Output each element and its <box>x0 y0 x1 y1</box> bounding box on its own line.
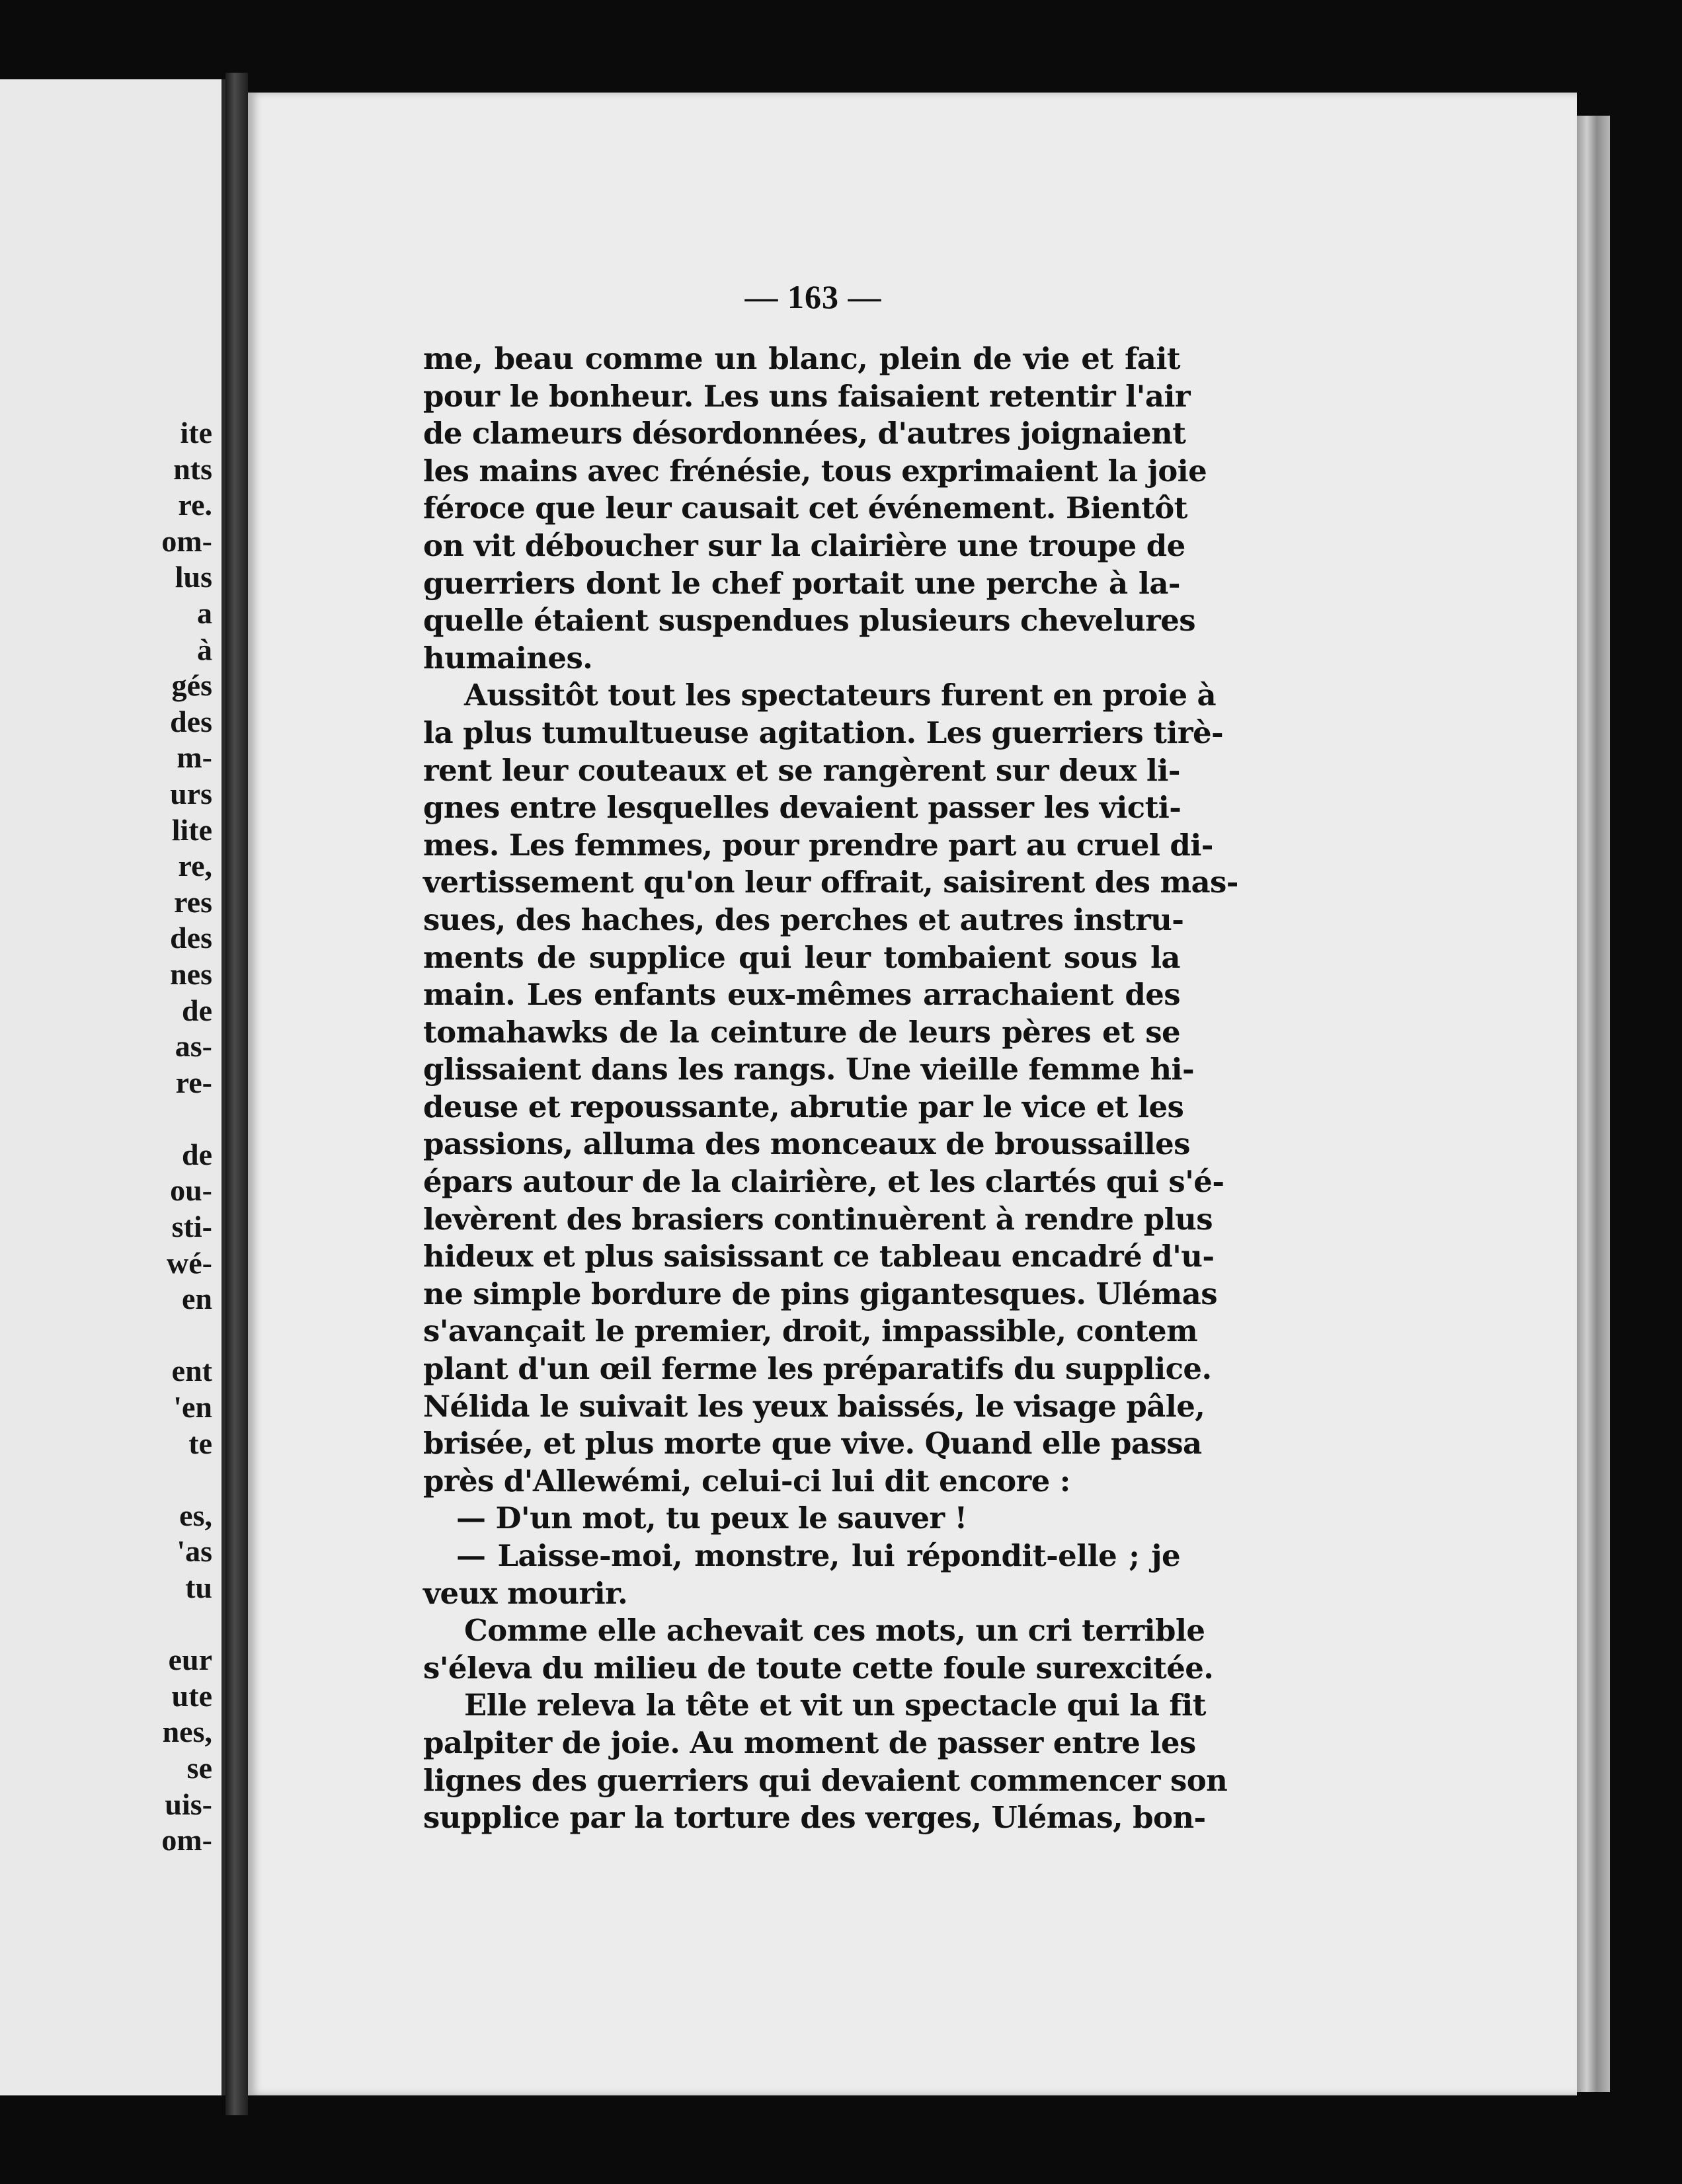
book-gutter <box>225 73 248 2115</box>
left-page-fragment: sti- <box>171 1210 212 1244</box>
left-page-fragment <box>14 1317 212 1354</box>
left-page-fragment: res <box>174 884 212 919</box>
left-page-fragment: se <box>186 1750 212 1785</box>
text-line: lignes des guerriers qui devaient commencer son <box>423 1762 1228 1798</box>
text-line: Nélida le suivait les yeux baissés, le visage pâle, <box>423 1388 1205 1424</box>
left-page-fragment: es, <box>179 1498 212 1532</box>
text-line: sues, des haches, des perches et autres instru- <box>423 902 1184 937</box>
text-line: mes. Les femmes, pour prendre part au cruel di- <box>423 827 1213 863</box>
text-line: — Laisse-moi, monstre, lui répondit-elle ; je <box>456 1538 1180 1573</box>
text-line: la plus tumultueuse agitation. Les guerriers tirè- <box>423 715 1224 750</box>
text-line: ments de supplice qui leur tombaient sous la <box>423 939 1180 975</box>
left-page-fragment: des <box>170 704 212 738</box>
text-line: Aussitôt tout les spectateurs furent en proie à <box>464 678 1217 713</box>
left-page-fragment: ou- <box>170 1173 212 1208</box>
left-page-fragment: urs <box>170 776 212 810</box>
left-page-fragment: gés <box>171 668 212 703</box>
page-number: — 163 — <box>744 278 882 315</box>
left-page-fragment: ent <box>171 1354 212 1388</box>
left-page-fragment: 'en <box>173 1390 212 1424</box>
text-line: supplice par la torture des verges, Ulémas, bon- <box>423 1800 1206 1836</box>
text-line: les mains avec frénésie, tous exprimaient la joie <box>423 453 1207 488</box>
page-body-text <box>423 340 1238 1837</box>
left-page-fragment: nes <box>170 956 212 991</box>
left-page-fragment: re. <box>178 488 212 522</box>
text-line: hideux et plus saisissant ce tableau encadré d'u- <box>423 1239 1215 1274</box>
left-page-fragment: a <box>197 596 212 630</box>
left-page-fragment: en <box>182 1282 212 1316</box>
left-page-fragment: des <box>170 921 212 955</box>
text-line: rent leur couteaux et se rangèrent sur deux li- <box>423 752 1180 788</box>
left-page-text-fragments <box>14 415 212 1859</box>
text-line: Comme elle achevait ces mots, un cri terrible <box>464 1613 1205 1649</box>
text-line: gnes entre lesquelles devaient passer les victi- <box>423 790 1181 826</box>
left-page-fragment: ite <box>180 416 212 449</box>
left-page-fragment <box>14 1462 212 1498</box>
left-page-fragment: uis- <box>165 1787 212 1821</box>
text-line: levèrent des brasiers continuèrent à rendre plus <box>423 1201 1213 1237</box>
left-page-fragment: lus <box>175 560 212 594</box>
left-page-fragment: 'as <box>177 1534 212 1569</box>
text-line: guerriers dont le chef portait une perche à la- <box>423 565 1180 601</box>
text-line: de clameurs désordonnées, d'autres joignaient <box>423 416 1186 451</box>
left-page-fragment: nes, <box>162 1715 212 1749</box>
text-line: brisée, et plus morte que vive. Quand elle passa <box>423 1426 1202 1462</box>
text-line: quelle étaient suspendues plusieurs chevelures <box>423 603 1195 639</box>
left-page-fragment: om- <box>161 524 212 558</box>
text-line: me, beau comme un blanc, plein de vie et fait <box>423 341 1180 376</box>
facing-page-left <box>0 79 225 2095</box>
text-line: glissaient dans les rangs. Une vieille femme hi- <box>423 1052 1195 1087</box>
left-page-fragment: as- <box>175 1029 212 1064</box>
left-page-fragment: re- <box>175 1065 212 1099</box>
text-line: passions, alluma des monceaux de broussailles <box>423 1126 1190 1162</box>
left-page-fragment: m- <box>177 740 212 775</box>
text-line: Elle releva la tête et vit un spectacle qui la fit <box>464 1688 1206 1723</box>
text-line: féroce que leur causait cet événement. Bientôt <box>423 490 1187 526</box>
text-line: on vit déboucher sur la clairière une troupe de <box>423 527 1185 563</box>
left-page-fragment: de <box>182 993 212 1027</box>
left-page-fragment: re, <box>178 849 212 883</box>
text-line: épars autour de la clairière, et les clartés qui s'é- <box>423 1164 1224 1200</box>
text-line: vertissement qu'on leur offrait, saisirent des mas- <box>423 865 1238 900</box>
text-line: pour le bonheur. Les uns faisaient retentir l'air <box>423 378 1191 414</box>
left-page-fragment: ute <box>171 1678 212 1713</box>
text-line: ne simple bordure de pins gigantesques. Ulémas <box>423 1276 1217 1311</box>
text-line: deuse et repoussante, abrutie par le vice et les <box>423 1089 1184 1124</box>
left-page-fragment: lite <box>171 812 212 847</box>
text-line: main. Les enfants eux-mêmes arrachaient des <box>423 977 1180 1013</box>
text-line: humaines. <box>423 640 593 676</box>
text-line: veux mourir. <box>423 1575 628 1611</box>
text-line: plant d'un œil ferme les préparatifs du supplice. <box>423 1351 1212 1387</box>
left-page-fragment <box>14 1101 212 1137</box>
left-page-fragment: à <box>197 632 212 666</box>
left-page-fragment: wé- <box>167 1245 212 1280</box>
text-line: s'éleva du milieu de toute cette foule surexcitée. <box>423 1650 1214 1686</box>
text-line: — D'un mot, tu peux le sauver ! <box>456 1501 967 1536</box>
left-page-fragment <box>14 1606 212 1643</box>
text-line: près d'Allewémi, celui-ci lui dit encore : <box>423 1463 1070 1499</box>
text-line: palpiter de joie. Au moment de passer entre les <box>423 1725 1196 1760</box>
left-page-fragment: de <box>182 1137 212 1171</box>
left-page-fragment: eur <box>168 1643 212 1677</box>
text-line: s'avançait le premier, droit, impassible, contem <box>423 1313 1198 1349</box>
left-page-fragment: om- <box>161 1823 212 1857</box>
left-page-fragment: nts <box>173 451 212 486</box>
left-page-fragment: tu <box>185 1571 212 1604</box>
text-line: tomahawks de la ceinture de leurs pères et se <box>423 1014 1180 1050</box>
left-page-fragment: te <box>188 1426 212 1460</box>
page-edge-stack <box>1577 116 1610 2092</box>
